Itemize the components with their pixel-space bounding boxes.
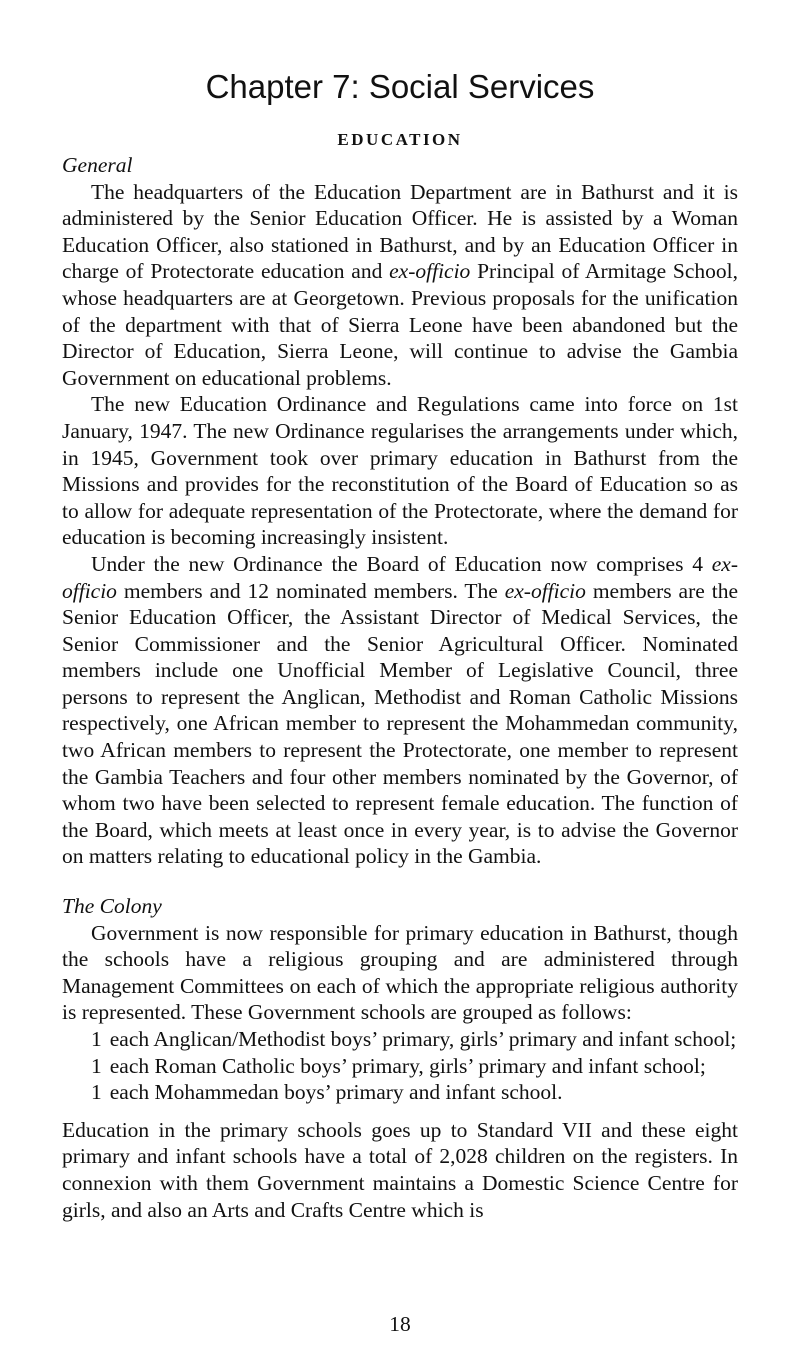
text-run-italic: ex-officio: [389, 259, 471, 284]
list-item-text: each Mohammedan boys’ primary and infant school.: [109, 1080, 563, 1105]
paragraph-primary-schools: Education in the primary schools goes up to Standard VII and these eight primary and infant schools have a total of 2,028 children on the registers. In connexion with them Government maintains a Domestic Science Centre for girls, and also an Arts and Crafts Centre which is: [62, 1117, 738, 1222]
list-item: [62, 1079, 738, 1106]
text-run-italic: ex-officio: [62, 551, 738, 603]
text-run: Principal of Armitage School, whose headquarters are at Georgetown. Previous proposals for the unification of the department with that of Sierra Leone have been abandoned but the Director of Education, Sierra Leone, will continue to advise the Gambia Government on educational problems.: [62, 259, 739, 390]
list-item-number: 1: [91, 1027, 102, 1051]
section-spacer: [62, 1106, 738, 1117]
list-item: [62, 1026, 738, 1053]
section-title: EDUCATION: [337, 130, 463, 149]
body-text: [62, 152, 738, 1223]
page-number: 18: [389, 1312, 411, 1336]
text-run: members are the Senior Education Officer, the Assistant Director of Medical Services, the Senior Commissioner and the Senior Agricultural Officer. Nominated members include one Unofficial Member of Legislative Council, three persons to represent the Anglican, Methodist and Roman Catholic Missions respectively, one African member to represent the Mohammedan community, two African members to represent the Protectorate, one member to represent the Gambia Teachers and four other members nominated by the Governor, of whom two have been selected to represent female education. The function of the Board, which meets at least once in every year, is to advise the Governor on matters relating to educational policy in the Gambia.: [62, 578, 738, 869]
list-item: [62, 1053, 738, 1080]
paragraph-board-of-education: [62, 551, 738, 870]
text-run-italic: ex-officio: [504, 578, 586, 603]
list-item-number: 1: [91, 1080, 102, 1105]
list-item-number: 1: [91, 1053, 102, 1078]
paragraph-headquarters: [62, 179, 738, 392]
list-item-text: each Anglican/Methodist boys’ primary, girls’ primary and infant school;: [109, 1027, 737, 1051]
section-spacer: [62, 870, 738, 893]
paragraph-government-responsible: Government is now responsible for primary education in Bathurst, though the schools have a religious grouping and are administered through Management Committees on each of which the appropriate religious authority is represented. These Government schools are grouped as follows:: [62, 920, 738, 1025]
text-run: members and 12 nominated members. The: [116, 578, 505, 603]
list-item-text: each Roman Catholic boys’ primary, girls’ primary and infant school;: [109, 1053, 706, 1078]
text-run: Under the new Ordinance the Board of Education now comprises 4: [91, 551, 712, 576]
chapter-title: Chapter 7: Social Services: [205, 68, 595, 105]
school-list: [62, 1026, 738, 1106]
paragraph-ordinance: The new Education Ordinance and Regulations came into force on 1st January, 1947. The new Ordinance regularises the arrangements under which, in 1945, Government took over primary education in Bathurst from the Missions and provides for the reconstitution of the Board of Education so as to allow for adequate representation of the Protectorate, where the demand for education is becoming increasingly insistent.: [62, 392, 738, 550]
subheading-the-colony: The Colony: [62, 894, 162, 919]
subheading-general: General: [62, 153, 133, 177]
text-run: The headquarters of the Education Department are in Bathurst and it is administered by the Senior Education Officer. He is assisted by a Woman Education Officer, also stationed in Bathurst, and by an Education Officer in charge of Protectorate education and: [62, 179, 738, 284]
